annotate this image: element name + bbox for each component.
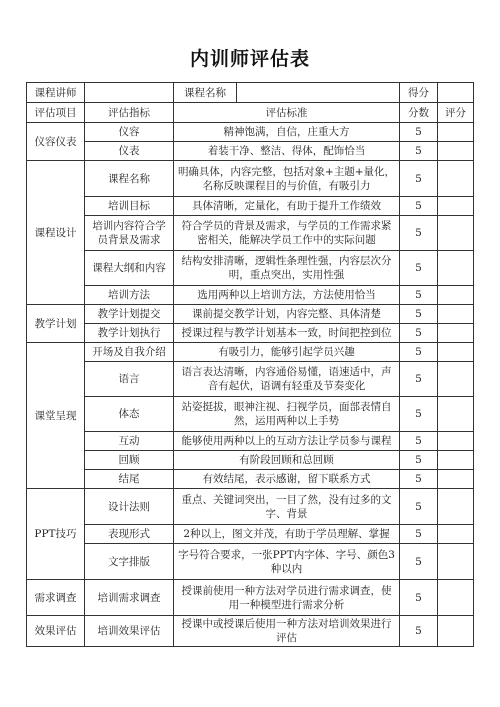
rating-input-cell[interactable] [438,616,474,647]
evaluation-item: 仪容仪表 [27,123,85,161]
max-points: 5 [400,525,438,544]
rating-input-cell[interactable] [438,216,474,251]
course-name-label: 课程名称 [174,83,237,103]
max-points: 5 [400,489,438,525]
table-row [27,616,474,647]
table-row [27,216,474,251]
table-row [27,123,474,142]
evaluation-indicator: 课程大纲和内容 [85,251,174,286]
evaluation-indicator: 培训需求调查 [85,580,174,616]
evaluation-item: 效果评估 [27,616,85,647]
max-points: 5 [400,251,438,286]
max-points: 5 [400,616,438,647]
table-row [27,343,474,362]
evaluation-indicator: 培训目标 [85,197,174,216]
table-row [27,397,474,432]
max-points: 5 [400,305,438,324]
evaluation-standard: 有阶段回顾和总回顾 [174,451,400,470]
rating-input-cell[interactable] [438,286,474,305]
evaluation-standard: 符合学员的背景及需求，与学员的工作需求紧密相关，能解决学员工作中的实际问题 [174,216,400,251]
evaluation-item: 课程设计 [27,161,85,305]
evaluation-indicator: 教学计划执行 [85,324,174,343]
course-name-value-field[interactable] [237,83,400,103]
evaluation-indicator: 语言 [85,362,174,397]
table-row [27,544,474,580]
column-header-indicator: 评估指标 [85,103,174,123]
header-info-row [27,83,474,103]
column-header-points: 分数 [400,103,438,123]
rating-input-cell[interactable] [438,343,474,362]
evaluation-table [26,82,474,647]
max-points: 5 [400,580,438,616]
rating-input-cell[interactable] [438,197,474,216]
rating-input-cell[interactable] [438,397,474,432]
rating-input-cell[interactable] [438,580,474,616]
evaluation-standard: 授课前使用一种方法对学员进行需求调查，使用一种模型进行需求分析 [174,580,400,616]
evaluation-indicator: 表现形式 [85,525,174,544]
column-header-row [27,103,474,123]
table-row [27,161,474,197]
table-row [27,286,474,305]
evaluation-indicator: 培训方法 [85,286,174,305]
rating-input-cell[interactable] [438,525,474,544]
evaluation-standard: 站姿挺拔，眼神注视、扫视学员，面部表情自然，运用两种以上手势 [174,397,400,432]
table-row [27,197,474,216]
evaluation-standard: 课前提交教学计划，内容完整、具体清楚 [174,305,400,324]
table-row [27,432,474,451]
total-score-label: 得分 [400,83,438,103]
evaluation-item: PPT技巧 [27,489,85,580]
evaluation-indicator: 回顾 [85,451,174,470]
column-header-item: 评估项目 [27,103,85,123]
rating-input-cell[interactable] [438,324,474,343]
rating-input-cell[interactable] [438,251,474,286]
rating-input-cell[interactable] [438,123,474,142]
evaluation-table-body [27,83,474,647]
evaluation-indicator: 教学计划提交 [85,305,174,324]
evaluation-standard: 精神饱满，自信，庄重大方 [174,123,400,142]
rating-input-cell[interactable] [438,432,474,451]
evaluation-standard: 2种以上，图文并茂，有助于学员理解、掌握 [174,525,400,544]
evaluation-indicator: 体态 [85,397,174,432]
rating-input-cell[interactable] [438,305,474,324]
max-points: 5 [400,451,438,470]
lecturer-value-field[interactable] [85,83,174,103]
rating-input-cell[interactable] [438,544,474,580]
evaluation-indicator: 文字排版 [85,544,174,580]
max-points: 5 [400,324,438,343]
table-row [27,470,474,489]
table-row [27,489,474,525]
evaluation-standard: 授课过程与教学计划基本一致，时间把控到位 [174,324,400,343]
rating-input-cell[interactable] [438,362,474,397]
evaluation-standard: 重点、关键词突出，一目了然，没有过多的文字、背景 [174,489,400,525]
rating-input-cell[interactable] [438,451,474,470]
column-header-standard: 评估标准 [174,103,400,123]
table-row [27,142,474,161]
evaluation-indicator: 课程名称 [85,161,174,197]
max-points: 5 [400,544,438,580]
evaluation-standard: 明确具体，内容完整，包括对象+主题+量化，名称反映课程目的与价值，有吸引力 [174,161,400,197]
evaluation-indicator: 设计法则 [85,489,174,525]
rating-input-cell[interactable] [438,142,474,161]
max-points: 5 [400,161,438,197]
table-row [27,362,474,397]
rating-input-cell[interactable] [438,161,474,197]
table-row [27,324,474,343]
evaluation-indicator: 仪容 [85,123,174,142]
evaluation-item: 教学计划 [27,305,85,343]
max-points: 5 [400,362,438,397]
lecturer-label: 课程讲师 [27,83,85,103]
evaluation-item: 需求调查 [27,580,85,616]
evaluation-standard: 有效结尾，表示感谢，留下联系方式 [174,470,400,489]
evaluation-standard: 结构安排清晰，逻辑性条理性强，内容层次分明，重点突出，实用性强 [174,251,400,286]
evaluation-indicator: 培训效果评估 [85,616,174,647]
evaluation-standard: 能够使用两种以上的互动方法让学员参与课程 [174,432,400,451]
table-row [27,580,474,616]
evaluation-indicator: 开场及自我介绍 [85,343,174,362]
page-title: 内训师评估表 [189,48,310,70]
max-points: 5 [400,216,438,251]
evaluation-indicator: 结尾 [85,470,174,489]
max-points: 5 [400,397,438,432]
evaluation-standard: 语言表达清晰，内容通俗易懂，语速适中，声音有起伏，语调有轻重及节奏变化 [174,362,400,397]
rating-input-cell[interactable] [438,470,474,489]
table-row [27,525,474,544]
evaluation-item: 课堂呈现 [27,343,85,489]
rating-input-cell[interactable] [438,489,474,525]
total-score-value-field[interactable] [438,83,474,103]
max-points: 5 [400,432,438,451]
table-row [27,305,474,324]
max-points: 5 [400,286,438,305]
max-points: 5 [400,123,438,142]
evaluation-standard: 选用两种以上培训方法，方法使用恰当 [174,286,400,305]
evaluation-standard: 着装干净、整洁、得体，配饰恰当 [174,142,400,161]
table-row [27,451,474,470]
evaluation-indicator: 互动 [85,432,174,451]
table-row [27,251,474,286]
column-header-rating: 评分 [438,103,474,123]
evaluation-indicator: 仪表 [85,142,174,161]
max-points: 5 [400,197,438,216]
max-points: 5 [400,343,438,362]
evaluation-standard: 授课中或授课后使用一种方法对培训效果进行评估 [174,616,400,647]
max-points: 5 [400,470,438,489]
evaluation-standard: 有吸引力，能够引起学员兴趣 [174,343,400,362]
evaluation-standard: 具体清晰，定量化，有助于提升工作绩效 [174,197,400,216]
evaluation-indicator: 培训内容符合学员背景及需求 [85,216,174,251]
max-points: 5 [400,142,438,161]
evaluation-standard: 字号符合要求，一张PPT内字体、字号、颜色3种以内 [174,544,400,580]
